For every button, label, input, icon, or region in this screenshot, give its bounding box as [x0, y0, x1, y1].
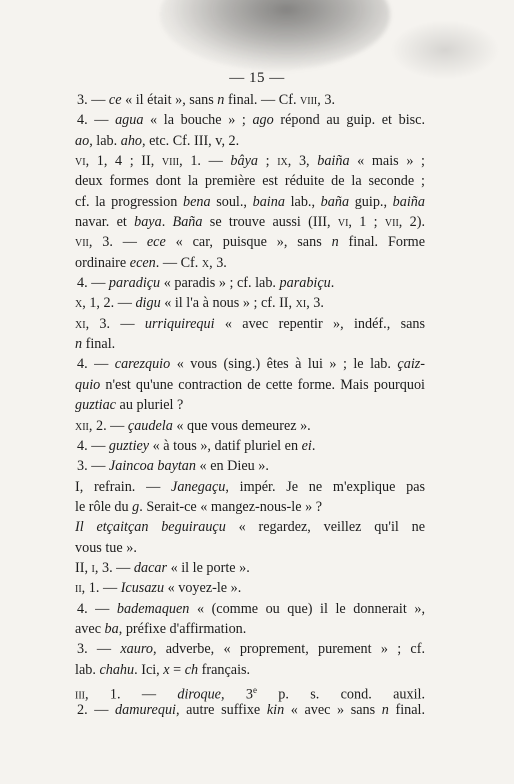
text-run: français. [198, 661, 251, 678]
text-run: « à tous », datif pluriel en [149, 437, 302, 454]
text-line [75, 558, 425, 578]
text-run: « il l'a à nous » ; cf. II, [160, 295, 296, 312]
text-line [75, 477, 425, 497]
text-run: aho [120, 132, 142, 149]
text-run: avec [75, 620, 105, 637]
text-run: « paradis » ; cf. lab. [160, 275, 280, 292]
text-run: , préfixe d'affirmation. [118, 620, 247, 637]
text-run: n [381, 702, 389, 719]
text-run: n [331, 234, 339, 251]
text-run: vii [75, 234, 89, 251]
text-line [75, 354, 425, 374]
text-run: . — Cf. [155, 254, 202, 271]
text-run: « la bouche » ; [143, 112, 253, 129]
text-run: I, refrain. — [75, 478, 172, 495]
text-run: 4. — [77, 356, 115, 373]
text-run: 4. — [77, 600, 117, 617]
text-run: baiña [392, 193, 425, 210]
text-run: xauro [120, 641, 153, 658]
text-run: . [330, 275, 335, 292]
text-run: vous tue ». [75, 539, 137, 556]
text-run: , adverbe, « proprement, purement » ; cf. [152, 641, 425, 658]
text-run: guztiac [75, 397, 116, 414]
page-number: — 15 — [229, 70, 285, 86]
text-run: , 3 [220, 686, 253, 703]
text-line [75, 436, 425, 456]
text-run: , 3. [317, 92, 335, 108]
text-run: , 3, [287, 153, 318, 170]
text-run: xi [75, 315, 86, 332]
text-line [75, 456, 425, 476]
text-run: guztiey [108, 437, 150, 454]
text-run: damurequi [115, 702, 176, 719]
text-run: 3. — [77, 92, 109, 108]
text-run: « il était », sans [121, 92, 218, 108]
text-run: lab., [284, 193, 321, 210]
text-run: , 1 ; [348, 214, 385, 231]
text-run: , 3. [209, 254, 227, 271]
text-run: vii [384, 214, 399, 231]
text-line [75, 212, 425, 232]
text-run: , impér. Je ne m'explique pas [225, 478, 426, 495]
text-run: baiña [317, 153, 350, 170]
text-run: ei [301, 437, 312, 454]
text-line [75, 375, 425, 395]
text-line [75, 293, 425, 313]
text-run: 4. — [77, 112, 116, 129]
text-line [75, 700, 425, 720]
text-run: n'est qu'une contraction de cette forme. Mais pourquoi [100, 376, 425, 393]
text-run: soul., [210, 193, 253, 210]
text-run: « vous (sing.) êtes à lui » ; le lab. [170, 356, 398, 373]
text-run: x [75, 295, 83, 312]
text-run: , autre suffixe [175, 702, 267, 719]
text-run: « regardez, veillez qu'il ne [225, 519, 425, 536]
text-run: ix [277, 153, 288, 170]
text-run: , 1. — [81, 580, 121, 597]
text-run: xi [295, 295, 307, 312]
text-run: i [91, 559, 95, 576]
text-run: viii [161, 153, 180, 170]
text-run: Il etçaitçan beguirauçu [75, 519, 226, 536]
text-run: « car, puisque », sans [165, 234, 332, 251]
text-line [75, 395, 425, 415]
text-run: ordinaire [75, 254, 130, 271]
text-run: « (comme ou que) il le donnerait », [189, 600, 425, 617]
text-run: guip., [349, 193, 393, 210]
text-run: Jaincoa baytan [108, 458, 196, 475]
text-line [75, 171, 425, 191]
text-run: deux formes dont la première est réduite de la seconde ; [75, 173, 425, 190]
text-run: parabiçu [279, 275, 331, 292]
text-run: final. [82, 336, 116, 353]
text-line [75, 517, 425, 537]
text-run: ch [184, 661, 199, 678]
text-run: « il le porte ». [167, 559, 250, 576]
text-run: baina [252, 193, 285, 210]
text-run: diroque [177, 686, 221, 703]
text-run: p. s. cond. auxil. [256, 686, 425, 703]
text-run: agua [115, 112, 144, 129]
text-run: ao [75, 132, 90, 149]
text-run: Baña [172, 214, 203, 231]
text-run: bâya [230, 153, 258, 170]
text-run: xii [75, 417, 89, 434]
text-run: ecen [129, 254, 156, 271]
text-run: . [161, 214, 173, 231]
text-run: au pluriel ? [115, 397, 184, 414]
text-run: final. — Cf. [224, 92, 301, 108]
text-run: ; [258, 153, 278, 170]
text-run: ece [146, 234, 166, 251]
text-line [75, 578, 425, 598]
text-run: 3. — [77, 458, 109, 475]
text-run: « que vous demeurez ». [172, 417, 311, 434]
text-run: le rôle du [75, 498, 133, 515]
text-run: final. Forme [338, 234, 426, 251]
text-run: digu [135, 295, 161, 312]
text-run: vi [337, 214, 349, 231]
text-line [75, 273, 425, 293]
text-line [75, 90, 425, 110]
text-run: ba [104, 620, 119, 637]
text-run: , 1. — [179, 153, 231, 170]
text-run: x [201, 254, 210, 271]
text-line [75, 253, 425, 273]
text-run: . Serait-ce « mangez-nous-le » ? [139, 498, 323, 515]
text-run: = [169, 661, 185, 678]
text-line [75, 232, 425, 252]
text-run: n [217, 92, 225, 108]
text-line [75, 334, 425, 354]
text-run: « voyez-le ». [164, 580, 242, 597]
text-line [75, 131, 425, 151]
text-run: , 2). [398, 214, 425, 231]
text-run: 3. — [77, 641, 121, 658]
text-run: « avec » sans [284, 702, 382, 719]
text-run: urriquirequi [144, 315, 215, 332]
text-run: ce [108, 92, 122, 108]
text-run: bena [182, 193, 211, 210]
text-run: II, [75, 559, 92, 576]
text-line [75, 497, 425, 517]
text-run: ii [75, 580, 82, 597]
text-line [75, 680, 425, 703]
text-run: kin [266, 702, 285, 719]
text-run: dacar [133, 559, 168, 576]
text-run: , 1. — [85, 686, 178, 703]
text-run: quio [75, 376, 101, 393]
text-line [75, 110, 425, 130]
text-line [75, 660, 425, 680]
text-run: « mais » ; [349, 153, 425, 170]
text-run: e [252, 684, 257, 695]
text-line [75, 619, 425, 639]
text-run: ago [252, 112, 274, 129]
body-text [75, 90, 425, 721]
text-run: cf. la progression [75, 193, 183, 210]
text-run: paradiçu [108, 275, 161, 292]
text-run: Janegaçu [171, 478, 226, 495]
text-run: , 1, 4 ; II, [85, 153, 162, 170]
text-run: , 2. — [88, 417, 128, 434]
text-run: baña [320, 193, 350, 210]
text-line [75, 314, 425, 334]
text-run: « avec repentir », indéf., sans [214, 315, 425, 332]
text-run: . Ici, [134, 661, 164, 678]
text-run: , 1, 2. — [82, 295, 136, 312]
text-run: vi [75, 153, 86, 170]
text-run: x [163, 661, 170, 678]
text-run: g [132, 498, 140, 515]
text-run: . [311, 437, 316, 454]
text-run: , 3. — [94, 559, 134, 576]
text-run: çaiz- [397, 356, 426, 373]
text-run: répond au guip. et bisc. [273, 112, 425, 129]
text-run: se trouve aussi (III, [202, 214, 338, 231]
text-run: 4. — [77, 437, 109, 454]
text-run: bademaquen [116, 600, 190, 617]
text-run: 2. — [77, 702, 116, 719]
text-line [75, 416, 425, 436]
ink-stain [160, 0, 390, 70]
text-run: carezquio [114, 356, 171, 373]
text-run: , etc. Cf. III, v, 2. [142, 132, 240, 149]
text-line [75, 538, 425, 558]
text-run: n [75, 336, 83, 353]
text-run: , 3. — [85, 315, 145, 332]
text-run: chahu [99, 661, 135, 678]
text-line [75, 599, 425, 619]
text-line [75, 192, 425, 212]
text-run: Icusazu [120, 580, 165, 597]
text-run: navar. et [75, 214, 135, 231]
text-run: , 3. — [88, 234, 147, 251]
text-run: lab. [75, 661, 100, 678]
text-run: 4. — [77, 275, 109, 292]
text-run: viii [300, 92, 318, 108]
text-run: baya [134, 214, 162, 231]
text-line [75, 151, 425, 171]
text-line [75, 639, 425, 659]
text-run: final. [388, 702, 426, 719]
text-run: iii [75, 686, 85, 703]
text-run: , 3. [306, 295, 324, 312]
text-run: , lab. [89, 132, 121, 149]
text-run: « en Dieu ». [196, 458, 269, 475]
text-run: çaudela [127, 417, 173, 434]
